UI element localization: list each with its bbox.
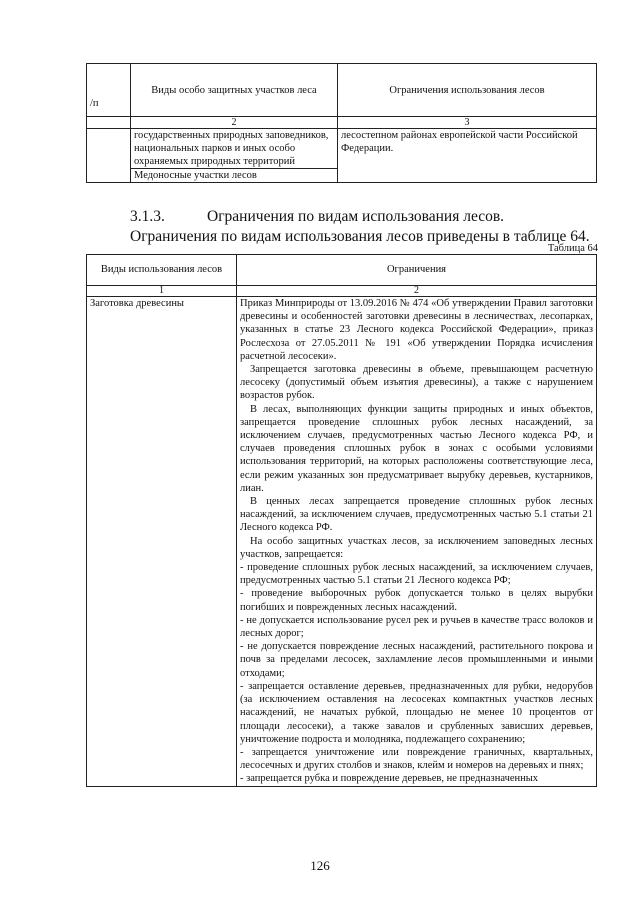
restrictions-cell (237, 297, 597, 787)
table-row (87, 297, 597, 787)
empty-cell (87, 129, 131, 183)
header-cell-restrictions: Ограничения использования лесов (338, 64, 597, 117)
section-title: Ограничения по видам использования лесов. (207, 208, 505, 225)
paragraph: В ценных лесах запрещается проведение сплошных рубок лесных насаждений, за исключением случаев, предусмотренных частью 5.1 статьи 21 Лесного кодекса РФ. (240, 496, 593, 534)
header-cell-num: /п (87, 64, 131, 117)
header-cell-restrictions: Ограничения (237, 255, 597, 286)
top-table-number-row (87, 117, 597, 129)
table-cell: Медоносные участки лесов (131, 169, 338, 183)
list-item: - не допускается повреждение лесных насаждений, растительного покрова и почв за пределами лесосек, захламление лесов промышленными и иными отходами; (240, 641, 593, 679)
table-row (87, 129, 597, 169)
table-cell: лесостепном районах европейской части Российской Федерации. (338, 129, 597, 183)
list-item: - запрещается рубка и повреждение деревьев, не предназначенных (240, 773, 539, 785)
paragraph: Запрещается заготовка древесины в объеме, превышающем расчетную лесосеку (допустимый объем изъятия древесины), а также с нарушением возрастов рубок. (240, 364, 593, 402)
list-item: - проведение сплошных рубок лесных насаждений, за исключением случаев, предусмотренных частью 5.1 статьи 21 Лесного кодекса РФ; (240, 562, 593, 587)
number-cell (87, 117, 131, 129)
number-cell: 2 (131, 117, 338, 129)
list-item: - не допускается использование русел рек и ручьев в качестве трасс волоков и лесных дорог; (240, 614, 593, 640)
list-item: - запрещается уничтожение или повреждение граничных, квартальных, лесосечных и других столбов и знаков, клейм и номеров на деревьях и пнях; (240, 746, 593, 772)
paragraph: В лесах, выполняющих функции защиты природных и иных объектов, запрещается проведение сплошных рубок лесных насаждений, за исключением случаев, предусмотренных частью Лесного кодекса РФ, и случаев проведения сплошных рубок в зонах с особыми условиями использования территорий, на которых расположены соответствующие леса, если режим указанных зон предусматривает вырубку деревьев, кустарников, лиан. (240, 403, 593, 494)
paragraph: Приказ Минприроды от 13.09.2016 № 474 «Об утверждении Правил заготовки древесины и особенностей заготовки древесины в лесничествах, лесопарках, указанных в статье 23 Лесного кодекса Российской Федерации», приказ Рослесхоза от 27.05.2011 № 191 «Об утверждении Порядка исчисления расчетной лесосеки». (240, 298, 593, 362)
main-table (86, 254, 597, 787)
main-table-header-row (87, 255, 597, 286)
number-cell: 3 (338, 117, 597, 129)
table-cell: государственных природных заповедников, национальных парков и иных особо охраняемых природных территорий (131, 129, 338, 169)
list-item: - проведение выборочных рубок допускается только в целях вырубки погибших и поврежденных лесных насаждений. (240, 588, 593, 613)
header-cell-kinds: Виды особо защитных участков леса (131, 64, 338, 117)
header-cell-kinds-of-use: Виды использования лесов (87, 255, 237, 286)
top-table-header-row (87, 64, 597, 117)
top-table (86, 63, 597, 183)
main-table-number-row (87, 286, 597, 297)
list-item: - запрещается оставление деревьев, предназначенных для рубки, недорубов (за исключением оставления на лесосеках компактных участков лесных насаждений, не начатых рубкой, площадью не менее 10 процентов от площади лесосеки), а также завалов и срубленных зависших деревьев, уничтожение подроста и молодняка, подлежащего сохранению; (240, 680, 593, 745)
number-cell: 2 (237, 286, 597, 297)
table-label: Таблица 64 (547, 243, 598, 254)
paragraph: На особо защитных участках лесов, за исключением заповедных лесных участков, запрещается: (240, 535, 593, 560)
row-label-cell: Заготовка древесины (87, 297, 237, 787)
number-cell: 1 (87, 286, 237, 297)
section-number: 3.1.3. (130, 208, 165, 225)
section-intro: Ограничения по видам использования лесов приведены в таблице 64. (130, 228, 590, 245)
page-number: 126 (310, 858, 330, 873)
